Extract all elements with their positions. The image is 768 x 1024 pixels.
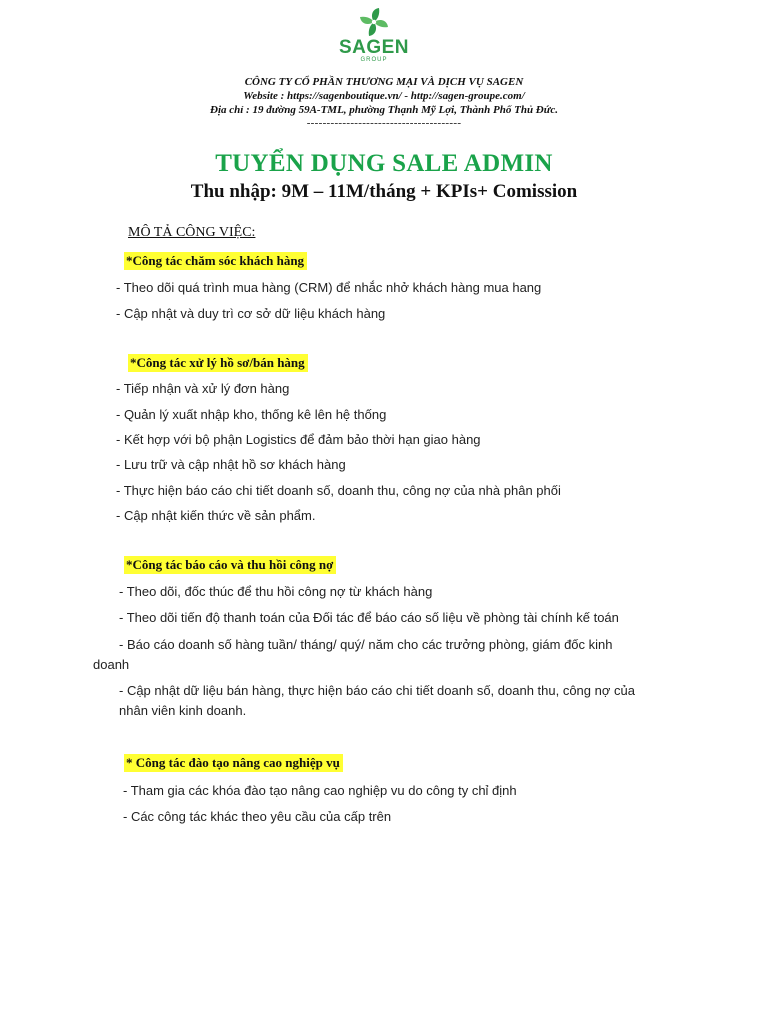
list-item: - Kết hợp với bộ phận Logistics để đảm bảo thời hạn giao hàng — [116, 432, 481, 447]
sagen-logo — [338, 6, 410, 70]
list-item: - Các công tác khác theo yêu cầu của cấp trên — [123, 809, 392, 824]
list-item: - Lưu trữ và cập nhật hồ sơ khách hàng — [116, 457, 346, 472]
list-item: - Thực hiện báo cáo chi tiết doanh số, doanh thu, công nợ của nhà phân phối — [116, 483, 561, 498]
section-heading-debt-collection: *Công tác báo cáo và thu hồi công nợ — [124, 556, 336, 574]
list-item: - Theo dõi tiến độ thanh toán của Đối tác để báo cáo số liệu về phòng tài chính kế toán — [119, 610, 619, 625]
salary-subtitle: Thu nhập: 9M – 11M/tháng + KPIs+ Comission — [190, 181, 578, 202]
list-item: - Báo cáo doanh số hàng tuần/ tháng/ quý/ năm cho các trưởng phòng, giám đốc kinh — [119, 637, 613, 652]
company-website: Website : https://sagenboutique.vn/ - http://sagen-groupe.com/ — [243, 90, 525, 102]
list-item: - Tham gia các khóa đào tạo nâng cao nghiệp vu do công ty chỉ định — [123, 783, 517, 798]
page-title: TUYỂN DỤNG SALE ADMIN — [215, 150, 553, 177]
brand-name: SAGEN — [338, 37, 410, 58]
section-heading-order-processing: *Công tác xử lý hồ sơ/bán hàng — [128, 354, 308, 372]
list-item-continued: doanh — [93, 657, 130, 672]
company-name: CÔNG TY CỔ PHẦN THƯƠNG MẠI VÀ DỊCH VỤ SAGEN — [244, 76, 524, 88]
list-item: - Cập nhật và duy trì cơ sở dữ liệu khách hàng — [116, 306, 386, 321]
leaf-logo-icon — [338, 6, 410, 40]
brand-sub: GROUP — [360, 57, 388, 63]
list-item: - Quản lý xuất nhập kho, thống kê lên hệ thống — [116, 407, 387, 422]
list-item-continued: nhân viên kinh doanh. — [119, 703, 247, 718]
list-item: - Tiếp nhận và xử lý đơn hàng — [116, 381, 290, 396]
list-item: - Cập nhật dữ liệu bán hàng, thực hiện báo cáo chi tiết doanh số, doanh thu, công nợ của — [119, 683, 635, 698]
list-item: - Theo dõi quá trình mua hàng (CRM) để nhắc nhở khách hàng mua hang — [116, 280, 542, 295]
header-divider: --------------------------------------- — [306, 117, 462, 129]
list-item: - Cập nhật kiến thức về sản phẩm. — [116, 508, 316, 523]
company-address: Địa chỉ : 19 đường 59A-TML, phường Thạnh Mỹ Lợi, Thành Phố Thủ Đức. — [210, 104, 558, 116]
section-heading-training: * Công tác đào tạo nâng cao nghiệp vụ — [124, 754, 343, 772]
section-heading-customer-care: *Công tác chăm sóc khách hàng — [124, 252, 307, 270]
job-description-label: MÔ TẢ CÔNG VIỆC: — [128, 225, 256, 240]
list-item: - Theo dõi, đốc thúc để thu hồi công nợ từ khách hàng — [119, 584, 433, 599]
